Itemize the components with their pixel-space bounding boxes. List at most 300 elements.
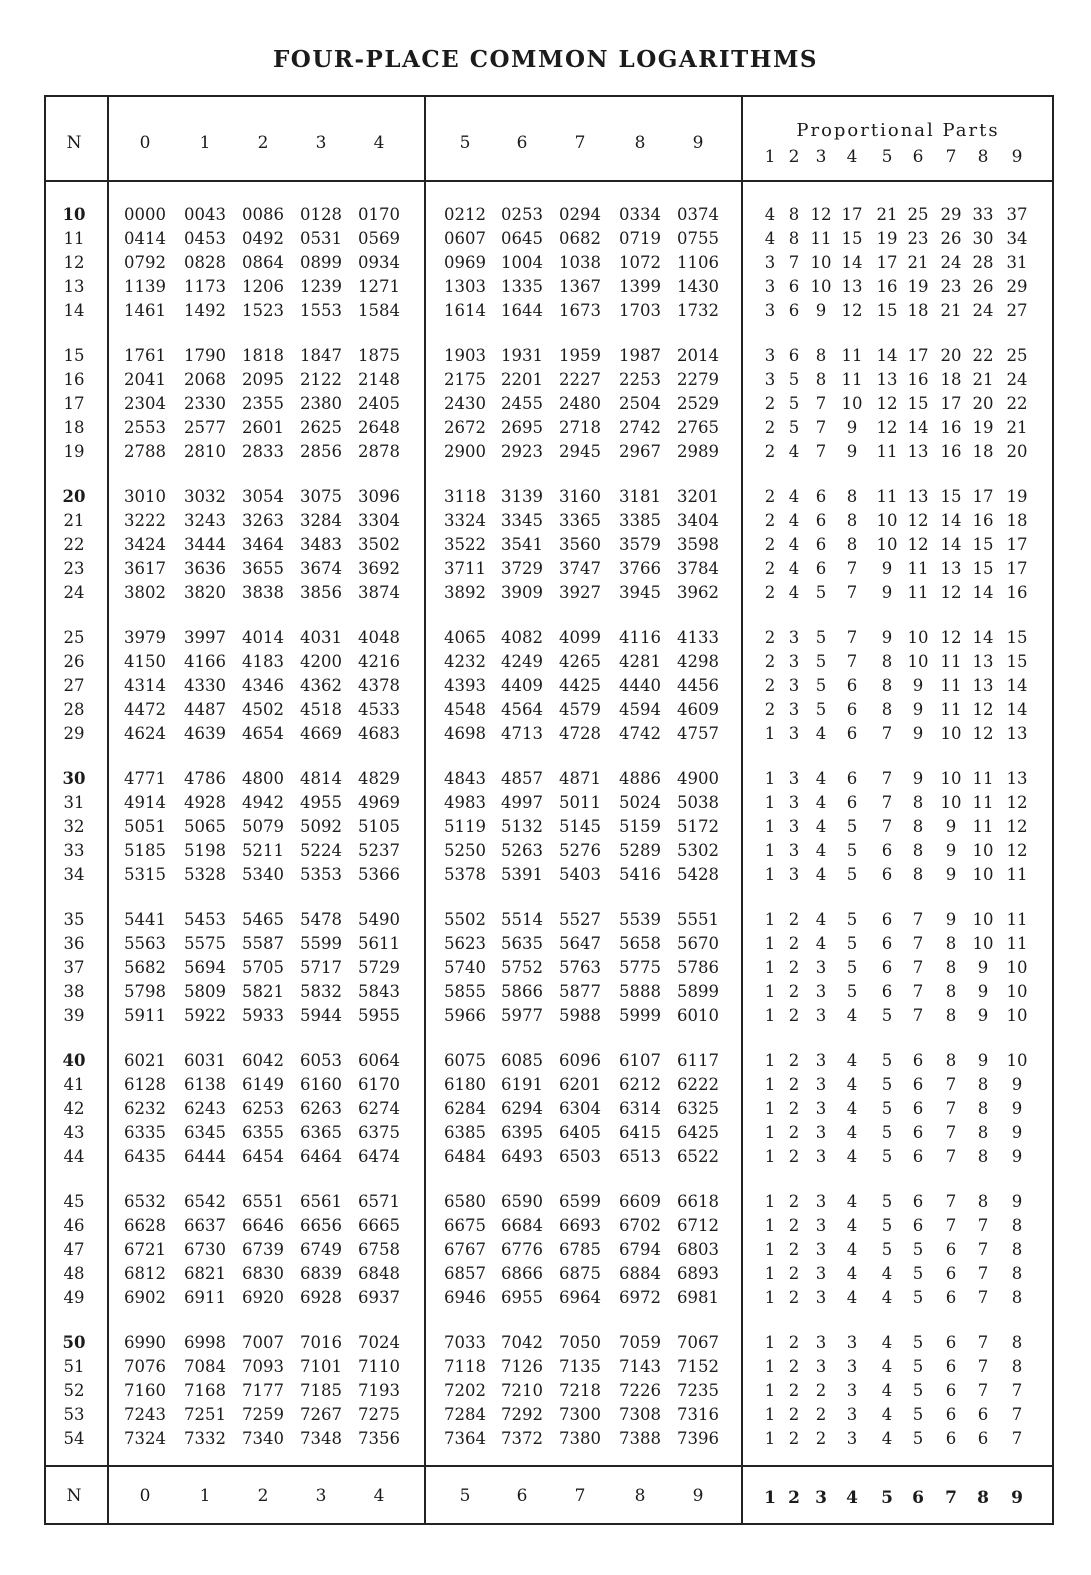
row-13-pp-7: 23 [940, 277, 962, 296]
row-32-log-2: 5079 [242, 817, 284, 836]
row-43-log-0: 6335 [124, 1123, 166, 1142]
footer-pp-digit-5: 5 [881, 1488, 893, 1508]
row-38-log-1: 5809 [184, 982, 226, 1001]
footer-pp-digit-6: 6 [912, 1488, 924, 1508]
row-14-log-3: 1553 [300, 301, 342, 320]
row-47-log-9: 6803 [677, 1240, 719, 1259]
row-12-pp-6: 21 [907, 253, 929, 272]
row-22-pp-5: 10 [876, 535, 898, 554]
row-23-log-9: 3784 [677, 559, 719, 578]
row-13-pp-9: 29 [1006, 277, 1028, 296]
row-52-pp-2: 2 [788, 1381, 800, 1400]
row-45-log-8: 6609 [619, 1192, 661, 1211]
header-digit-9: 9 [692, 133, 704, 153]
row-39-pp-2: 2 [788, 1006, 800, 1025]
row-18-n: 18 [63, 418, 85, 437]
row-25-log-8: 4116 [619, 628, 661, 647]
row-12-pp-5: 17 [876, 253, 898, 272]
row-47-log-0: 6721 [124, 1240, 166, 1259]
row-35-pp-7: 9 [945, 910, 957, 929]
row-17-pp-4: 10 [841, 394, 863, 413]
row-43-pp-2: 2 [788, 1123, 800, 1142]
row-16-n: 16 [63, 370, 85, 389]
row-21-pp-2: 4 [788, 511, 800, 530]
row-41-log-4: 6170 [358, 1075, 400, 1094]
row-22-pp-6: 12 [907, 535, 929, 554]
row-16-log-7: 2227 [559, 370, 601, 389]
row-14-log-1: 1492 [184, 301, 226, 320]
row-38-pp-1: 1 [764, 982, 776, 1001]
row-25-pp-8: 14 [972, 628, 994, 647]
row-54-log-1: 7332 [184, 1429, 226, 1448]
row-28-log-1: 4487 [184, 700, 226, 719]
row-50-pp-3: 3 [815, 1333, 827, 1352]
row-17-pp-9: 22 [1006, 394, 1028, 413]
row-10-pp-4: 17 [841, 205, 863, 224]
row-52-log-8: 7226 [619, 1381, 661, 1400]
row-36-log-3: 5599 [300, 934, 342, 953]
row-47-pp-7: 6 [945, 1240, 957, 1259]
row-50-pp-4: 3 [846, 1333, 858, 1352]
row-16-log-3: 2122 [300, 370, 342, 389]
row-53-pp-9: 7 [1011, 1405, 1023, 1424]
row-23-pp-2: 4 [788, 559, 800, 578]
row-33-log-4: 5237 [358, 841, 400, 860]
row-48-pp-7: 6 [945, 1264, 957, 1283]
row-30-pp-6: 9 [912, 769, 924, 788]
row-17-pp-1: 2 [764, 394, 776, 413]
row-41-log-9: 6222 [677, 1075, 719, 1094]
row-34-pp-4: 5 [846, 865, 858, 884]
row-42-log-0: 6232 [124, 1099, 166, 1118]
row-29-pp-4: 6 [846, 724, 858, 743]
row-33-n: 33 [63, 841, 85, 860]
row-38-log-5: 5855 [444, 982, 486, 1001]
row-24-pp-6: 11 [907, 583, 929, 602]
row-10-log-9: 0374 [677, 205, 719, 224]
row-42-pp-9: 9 [1011, 1099, 1023, 1118]
row-26-pp-4: 7 [846, 652, 858, 671]
row-42-pp-4: 4 [846, 1099, 858, 1118]
row-28-log-7: 4579 [559, 700, 601, 719]
row-45-pp-1: 1 [764, 1192, 776, 1211]
row-13-log-4: 1271 [358, 277, 400, 296]
row-39-log-7: 5988 [559, 1006, 601, 1025]
row-43-n: 43 [63, 1123, 85, 1142]
row-30-pp-2: 3 [788, 769, 800, 788]
row-35-log-1: 5453 [184, 910, 226, 929]
row-12-pp-8: 28 [972, 253, 994, 272]
row-21-pp-9: 18 [1006, 511, 1028, 530]
row-50-pp-2: 2 [788, 1333, 800, 1352]
row-54-log-6: 7372 [501, 1429, 543, 1448]
row-13-log-9: 1430 [677, 277, 719, 296]
row-53-pp-4: 3 [846, 1405, 858, 1424]
row-40-pp-4: 4 [846, 1051, 858, 1070]
row-17-pp-7: 17 [940, 394, 962, 413]
row-15-log-7: 1959 [559, 346, 601, 365]
row-29-pp-2: 3 [788, 724, 800, 743]
header-digit-0: 0 [139, 133, 151, 153]
row-31-log-7: 5011 [559, 793, 601, 812]
row-35-pp-4: 5 [846, 910, 858, 929]
row-25-pp-3: 5 [815, 628, 827, 647]
row-33-pp-2: 3 [788, 841, 800, 860]
row-18-log-7: 2718 [559, 418, 601, 437]
row-29-pp-1: 1 [764, 724, 776, 743]
row-11-log-4: 0569 [358, 229, 400, 248]
row-34-n: 34 [63, 865, 85, 884]
row-24-log-3: 3856 [300, 583, 342, 602]
row-35-log-9: 5551 [677, 910, 719, 929]
row-48-pp-8: 7 [977, 1264, 989, 1283]
row-20-pp-3: 6 [815, 487, 827, 506]
row-36-log-7: 5647 [559, 934, 601, 953]
row-21-pp-8: 16 [972, 511, 994, 530]
row-16-pp-7: 18 [940, 370, 962, 389]
row-22-log-4: 3502 [358, 535, 400, 554]
row-46-pp-9: 8 [1011, 1216, 1023, 1235]
row-54-pp-9: 7 [1011, 1429, 1023, 1448]
row-52-log-2: 7177 [242, 1381, 284, 1400]
row-32-log-6: 5132 [501, 817, 543, 836]
row-11-pp-3: 11 [810, 229, 832, 248]
row-48-n: 48 [63, 1264, 85, 1283]
row-21-pp-1: 2 [764, 511, 776, 530]
row-27-log-0: 4314 [124, 676, 166, 695]
row-49-log-9: 6981 [677, 1288, 719, 1307]
row-11-log-8: 0719 [619, 229, 661, 248]
row-36-log-0: 5563 [124, 934, 166, 953]
row-35-pp-9: 11 [1006, 910, 1028, 929]
row-22-pp-1: 2 [764, 535, 776, 554]
row-28-pp-8: 12 [972, 700, 994, 719]
row-13-pp-8: 26 [972, 277, 994, 296]
row-31-pp-4: 6 [846, 793, 858, 812]
row-27-pp-9: 14 [1006, 676, 1028, 695]
row-43-log-2: 6355 [242, 1123, 284, 1142]
row-47-n: 47 [63, 1240, 85, 1259]
row-17-pp-8: 20 [972, 394, 994, 413]
row-14-pp-4: 12 [841, 301, 863, 320]
row-15-pp-5: 14 [876, 346, 898, 365]
row-21-log-5: 3324 [444, 511, 486, 530]
row-28-log-9: 4609 [677, 700, 719, 719]
row-33-log-1: 5198 [184, 841, 226, 860]
row-33-log-7: 5276 [559, 841, 601, 860]
row-45-pp-3: 3 [815, 1192, 827, 1211]
row-37-log-6: 5752 [501, 958, 543, 977]
row-29-log-8: 4742 [619, 724, 661, 743]
row-49-pp-4: 4 [846, 1288, 858, 1307]
row-52-pp-5: 4 [881, 1381, 893, 1400]
row-41-pp-4: 4 [846, 1075, 858, 1094]
row-31-pp-2: 3 [788, 793, 800, 812]
row-19-pp-7: 16 [940, 442, 962, 461]
row-28-log-2: 4502 [242, 700, 284, 719]
row-15-log-4: 1875 [358, 346, 400, 365]
row-32-pp-2: 3 [788, 817, 800, 836]
row-26-pp-8: 13 [972, 652, 994, 671]
row-45-log-1: 6542 [184, 1192, 226, 1211]
row-27-pp-6: 9 [912, 676, 924, 695]
row-42-log-1: 6243 [184, 1099, 226, 1118]
row-21-pp-5: 10 [876, 511, 898, 530]
row-40-log-1: 6031 [184, 1051, 226, 1070]
row-26-pp-5: 8 [881, 652, 893, 671]
row-40-pp-9: 10 [1006, 1051, 1028, 1070]
row-51-pp-7: 6 [945, 1357, 957, 1376]
row-41-pp-8: 8 [977, 1075, 989, 1094]
row-29-log-2: 4654 [242, 724, 284, 743]
row-32-log-8: 5159 [619, 817, 661, 836]
row-19-log-9: 2989 [677, 442, 719, 461]
row-37-n: 37 [63, 958, 85, 977]
row-16-log-1: 2068 [184, 370, 226, 389]
row-39-log-4: 5955 [358, 1006, 400, 1025]
row-12-pp-4: 14 [841, 253, 863, 272]
row-33-log-3: 5224 [300, 841, 342, 860]
row-45-n: 45 [63, 1192, 85, 1211]
row-29-log-4: 4683 [358, 724, 400, 743]
row-38-log-0: 5798 [124, 982, 166, 1001]
row-13-pp-6: 19 [907, 277, 929, 296]
row-35-log-8: 5539 [619, 910, 661, 929]
row-34-pp-6: 8 [912, 865, 924, 884]
row-22-pp-8: 15 [972, 535, 994, 554]
row-16-pp-6: 16 [907, 370, 929, 389]
row-22-log-1: 3444 [184, 535, 226, 554]
row-16-log-0: 2041 [124, 370, 166, 389]
row-11-log-2: 0492 [242, 229, 284, 248]
row-39-log-0: 5911 [124, 1006, 166, 1025]
row-50-n: 50 [62, 1333, 86, 1352]
row-26-log-6: 4249 [501, 652, 543, 671]
row-14-pp-7: 21 [940, 301, 962, 320]
row-37-pp-7: 8 [945, 958, 957, 977]
header-digit-8: 8 [634, 133, 646, 153]
row-16-log-6: 2201 [501, 370, 543, 389]
row-45-pp-7: 7 [945, 1192, 957, 1211]
row-24-log-0: 3802 [124, 583, 166, 602]
row-31-log-0: 4914 [124, 793, 166, 812]
row-26-n: 26 [63, 652, 85, 671]
row-11-pp-2: 8 [788, 229, 800, 248]
row-27-log-3: 4362 [300, 676, 342, 695]
row-45-log-9: 6618 [677, 1192, 719, 1211]
row-35-pp-1: 1 [764, 910, 776, 929]
row-49-pp-2: 2 [788, 1288, 800, 1307]
row-22-pp-2: 4 [788, 535, 800, 554]
footer-rule [44, 1465, 1054, 1467]
row-49-log-1: 6911 [184, 1288, 226, 1307]
row-33-pp-3: 4 [815, 841, 827, 860]
row-46-log-1: 6637 [184, 1216, 226, 1235]
footer-digit-2: 2 [257, 1486, 269, 1506]
header-digit-6: 6 [516, 133, 528, 153]
row-19-pp-6: 13 [907, 442, 929, 461]
row-18-pp-4: 9 [846, 418, 858, 437]
row-35-log-4: 5490 [358, 910, 400, 929]
row-41-pp-5: 5 [881, 1075, 893, 1094]
row-29-log-9: 4757 [677, 724, 719, 743]
row-30-log-6: 4857 [501, 769, 543, 788]
row-16-pp-4: 11 [841, 370, 863, 389]
row-36-pp-7: 8 [945, 934, 957, 953]
row-34-log-5: 5378 [444, 865, 486, 884]
row-24-pp-8: 14 [972, 583, 994, 602]
row-33-pp-4: 5 [846, 841, 858, 860]
row-16-pp-9: 24 [1006, 370, 1028, 389]
row-33-pp-8: 10 [972, 841, 994, 860]
row-43-log-4: 6375 [358, 1123, 400, 1142]
row-42-pp-5: 5 [881, 1099, 893, 1118]
row-41-log-2: 6149 [242, 1075, 284, 1094]
row-50-log-3: 7016 [300, 1333, 342, 1352]
row-30-log-1: 4786 [184, 769, 226, 788]
row-26-log-1: 4166 [184, 652, 226, 671]
row-23-pp-7: 13 [940, 559, 962, 578]
row-31-n: 31 [63, 793, 85, 812]
row-32-log-5: 5119 [444, 817, 486, 836]
row-17-log-3: 2380 [300, 394, 342, 413]
row-38-log-4: 5843 [358, 982, 400, 1001]
row-53-pp-1: 1 [764, 1405, 776, 1424]
row-24-log-2: 3838 [242, 583, 284, 602]
row-19-pp-5: 11 [876, 442, 898, 461]
row-11-log-1: 0453 [184, 229, 226, 248]
row-43-pp-9: 9 [1011, 1123, 1023, 1142]
row-19-n: 19 [63, 442, 85, 461]
row-28-log-8: 4594 [619, 700, 661, 719]
row-11-pp-7: 26 [940, 229, 962, 248]
row-12-log-4: 0934 [358, 253, 400, 272]
footer-pp-digit-9: 9 [1011, 1488, 1023, 1508]
row-34-log-9: 5428 [677, 865, 719, 884]
header-pp-digit-4: 4 [846, 147, 858, 167]
row-34-pp-5: 6 [881, 865, 893, 884]
row-13-log-8: 1399 [619, 277, 661, 296]
row-20-pp-1: 2 [764, 487, 776, 506]
row-40-pp-8: 9 [977, 1051, 989, 1070]
row-53-pp-6: 5 [912, 1405, 924, 1424]
row-53-log-9: 7316 [677, 1405, 719, 1424]
row-25-pp-6: 10 [907, 628, 929, 647]
row-15-log-3: 1847 [300, 346, 342, 365]
row-35-pp-2: 2 [788, 910, 800, 929]
row-18-log-1: 2577 [184, 418, 226, 437]
row-15-log-5: 1903 [444, 346, 486, 365]
row-44-log-3: 6464 [300, 1147, 342, 1166]
row-10-log-6: 0253 [501, 205, 543, 224]
row-39-log-8: 5999 [619, 1006, 661, 1025]
row-26-log-9: 4298 [677, 652, 719, 671]
row-16-pp-2: 5 [788, 370, 800, 389]
row-52-pp-1: 1 [764, 1381, 776, 1400]
row-23-log-6: 3729 [501, 559, 543, 578]
row-36-log-4: 5611 [358, 934, 400, 953]
row-16-log-4: 2148 [358, 370, 400, 389]
row-40-log-0: 6021 [124, 1051, 166, 1070]
row-46-log-2: 6646 [242, 1216, 284, 1235]
row-27-log-7: 4425 [559, 676, 601, 695]
row-47-pp-3: 3 [815, 1240, 827, 1259]
header-rule [44, 180, 1054, 182]
row-48-log-0: 6812 [124, 1264, 166, 1283]
row-31-pp-6: 8 [912, 793, 924, 812]
row-51-log-4: 7110 [358, 1357, 400, 1376]
row-17-log-5: 2430 [444, 394, 486, 413]
row-39-n: 39 [63, 1006, 85, 1025]
row-40-log-9: 6117 [677, 1051, 719, 1070]
footer-digit-6: 6 [516, 1486, 528, 1506]
row-48-log-5: 6857 [444, 1264, 486, 1283]
row-15-pp-4: 11 [841, 346, 863, 365]
row-27-log-8: 4440 [619, 676, 661, 695]
row-30-log-4: 4829 [358, 769, 400, 788]
row-20-pp-2: 4 [788, 487, 800, 506]
row-18-log-0: 2553 [124, 418, 166, 437]
row-24-log-7: 3927 [559, 583, 601, 602]
row-51-log-5: 7118 [444, 1357, 486, 1376]
row-14-pp-5: 15 [876, 301, 898, 320]
row-23-pp-9: 17 [1006, 559, 1028, 578]
row-54-pp-4: 3 [846, 1429, 858, 1448]
row-46-log-5: 6675 [444, 1216, 486, 1235]
row-22-pp-9: 17 [1006, 535, 1028, 554]
row-40-log-6: 6085 [501, 1051, 543, 1070]
row-43-log-6: 6395 [501, 1123, 543, 1142]
row-44-pp-4: 4 [846, 1147, 858, 1166]
row-42-log-4: 6274 [358, 1099, 400, 1118]
row-25-log-9: 4133 [677, 628, 719, 647]
row-29-pp-6: 9 [912, 724, 924, 743]
row-53-log-1: 7251 [184, 1405, 226, 1424]
row-30-n: 30 [62, 769, 86, 788]
row-24-log-1: 3820 [184, 583, 226, 602]
row-15-pp-8: 22 [972, 346, 994, 365]
row-41-log-1: 6138 [184, 1075, 226, 1094]
row-38-pp-7: 8 [945, 982, 957, 1001]
row-24-n: 24 [63, 583, 85, 602]
row-10-pp-1: 4 [764, 205, 776, 224]
row-46-log-8: 6702 [619, 1216, 661, 1235]
row-13-log-7: 1367 [559, 277, 601, 296]
row-46-log-9: 6712 [677, 1216, 719, 1235]
row-11-log-0: 0414 [124, 229, 166, 248]
row-54-log-5: 7364 [444, 1429, 486, 1448]
row-51-log-0: 7076 [124, 1357, 166, 1376]
row-31-log-1: 4928 [184, 793, 226, 812]
footer-digit-3: 3 [315, 1486, 327, 1506]
row-44-n: 44 [63, 1147, 85, 1166]
row-23-log-2: 3655 [242, 559, 284, 578]
row-31-log-2: 4942 [242, 793, 284, 812]
row-47-log-4: 6758 [358, 1240, 400, 1259]
row-51-pp-9: 8 [1011, 1357, 1023, 1376]
row-54-log-8: 7388 [619, 1429, 661, 1448]
row-41-pp-9: 9 [1011, 1075, 1023, 1094]
row-46-pp-4: 4 [846, 1216, 858, 1235]
row-28-pp-7: 11 [940, 700, 962, 719]
row-39-log-1: 5922 [184, 1006, 226, 1025]
row-14-log-7: 1673 [559, 301, 601, 320]
row-20-log-5: 3118 [444, 487, 486, 506]
row-10-log-8: 0334 [619, 205, 661, 224]
row-23-log-7: 3747 [559, 559, 601, 578]
row-43-pp-6: 6 [912, 1123, 924, 1142]
row-36-pp-1: 1 [764, 934, 776, 953]
